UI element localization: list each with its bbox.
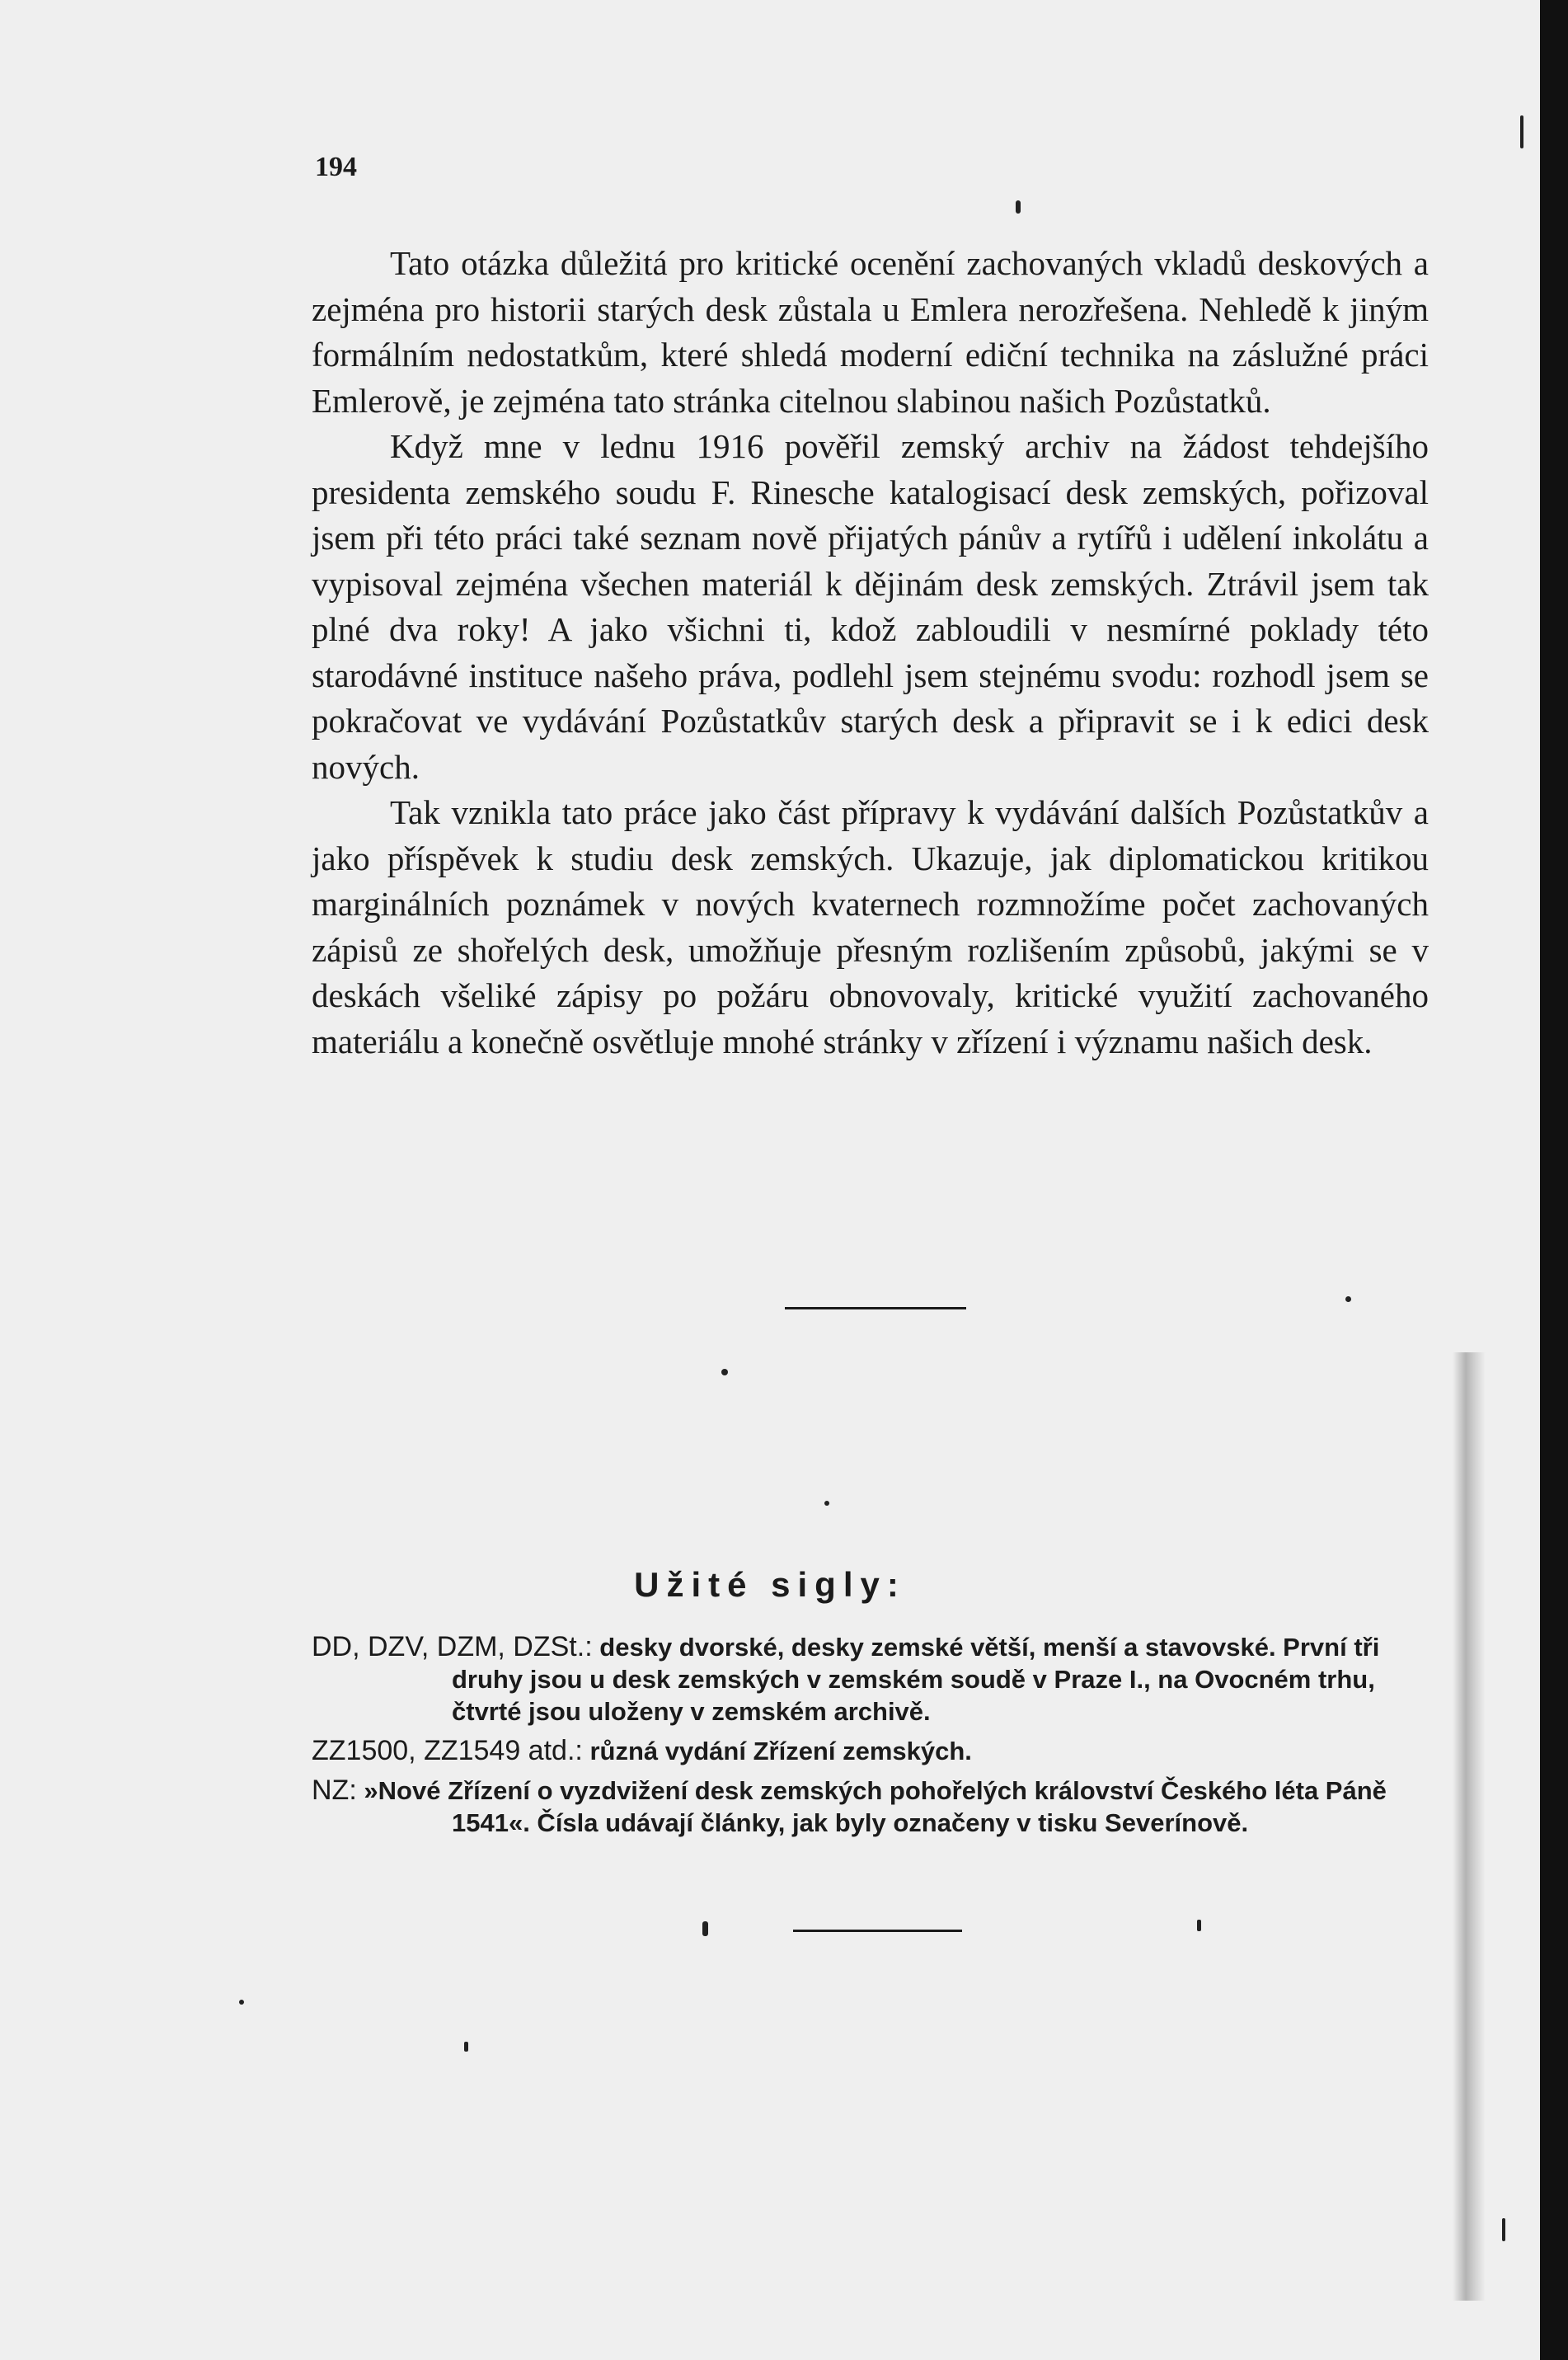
sigla-list	[312, 1631, 1437, 1846]
page-number: 194	[315, 152, 357, 182]
scan-speck	[1520, 115, 1523, 148]
paragraph-1: Tato otázka důležitá pro kritické ocenění zachovaných vkladů deskových a zejména pro historii starých desk zůstala u Emlera nerozřešena. Nehledě k jiným formálním nedostatkům, které shledá moderní ediční technika na záslužné práci Emlerově, je zejména tato stránka citelnou slabinou našich Pozůstatků.	[312, 244, 1429, 420]
scan-speck	[1197, 1920, 1201, 1931]
scan-speck	[464, 2042, 468, 2052]
scan-speck	[1502, 2218, 1505, 2241]
sigla-entry	[312, 1735, 1437, 1767]
sigla-heading: Užité sigly:	[634, 1565, 906, 1604]
sigla-description: »Nové Zřízení o vyzdvižení desk zemských pohořelých království Českého léta Páně 1541«. Čísla udávají články, jak byly označeny v tisku Severínově.	[364, 1776, 1387, 1837]
section-divider	[785, 1307, 966, 1309]
sigla-description: desky dvorské, desky zemské větší, menší a stavovské. První tři druhy jsou u desk zemských v zemském soudě v Praze I., na Ovocném trhu, čtvrté jsou uloženy v zemském archivě.	[452, 1633, 1380, 1726]
scan-speck	[1016, 200, 1021, 214]
paragraph-3: Tak vznikla tato práce jako část přípravy k vydávání dalších Pozůstatkův a jako příspěvek k studiu desk zemských. Ukazuje, jak diplomatickou kritikou marginálních poznámek v nových kvaternech rozmnožíme počet zachovaných zápisů ze shořelých desk, umožňuje přesným rozlišením způsobů, jakými se v deskách všeliké zápisy po požáru obnovovaly, kritické využití zachovaného materiálu a konečně osvětluje mnohé stránky v zřízení i významu našich desk.	[312, 793, 1429, 1060]
scan-speck	[824, 1501, 829, 1506]
page-edge-shadow	[1453, 1352, 1486, 2301]
sigla-entry	[312, 1775, 1437, 1839]
sigla-abbreviation: DD, DZV, DZM, DZSt.:	[312, 1631, 593, 1662]
end-divider	[793, 1930, 962, 1932]
scan-speck	[1345, 1296, 1351, 1302]
sigla-abbreviation: NZ:	[312, 1775, 357, 1806]
main-text	[312, 241, 1429, 1065]
sigla-abbreviation: ZZ1500, ZZ1549 atd.:	[312, 1735, 583, 1766]
scan-speck	[721, 1369, 728, 1375]
sigla-entry	[312, 1631, 1437, 1728]
paragraph-2: Když mne v lednu 1916 pověřil zemský archiv na žádost tehdejšího presidenta zemského soudu F. Rinesche katalogisací desk zemských, pořizoval jsem při této práci také seznam nově přijatých pánův a rytířů i udělení inkolátu a vypisoval zejména všechen materiál k dějinám desk zemských. Ztrávil jsem tak plné dva roky! A jako všichni ti, kdož zabloudili v nesmírné poklady této starodávné instituce našeho práva, podlehl jsem stejnému svodu: rozhodl jsem se pokračovat ve vydávání Pozůstatkův starých desk a připravit se i k edici desk nových.	[312, 427, 1429, 786]
scan-speck	[702, 1921, 708, 1936]
scan-speck	[239, 2000, 244, 2005]
scan-border	[1540, 0, 1568, 2360]
sigla-description: různá vydání Zřízení zemských.	[589, 1737, 972, 1765]
